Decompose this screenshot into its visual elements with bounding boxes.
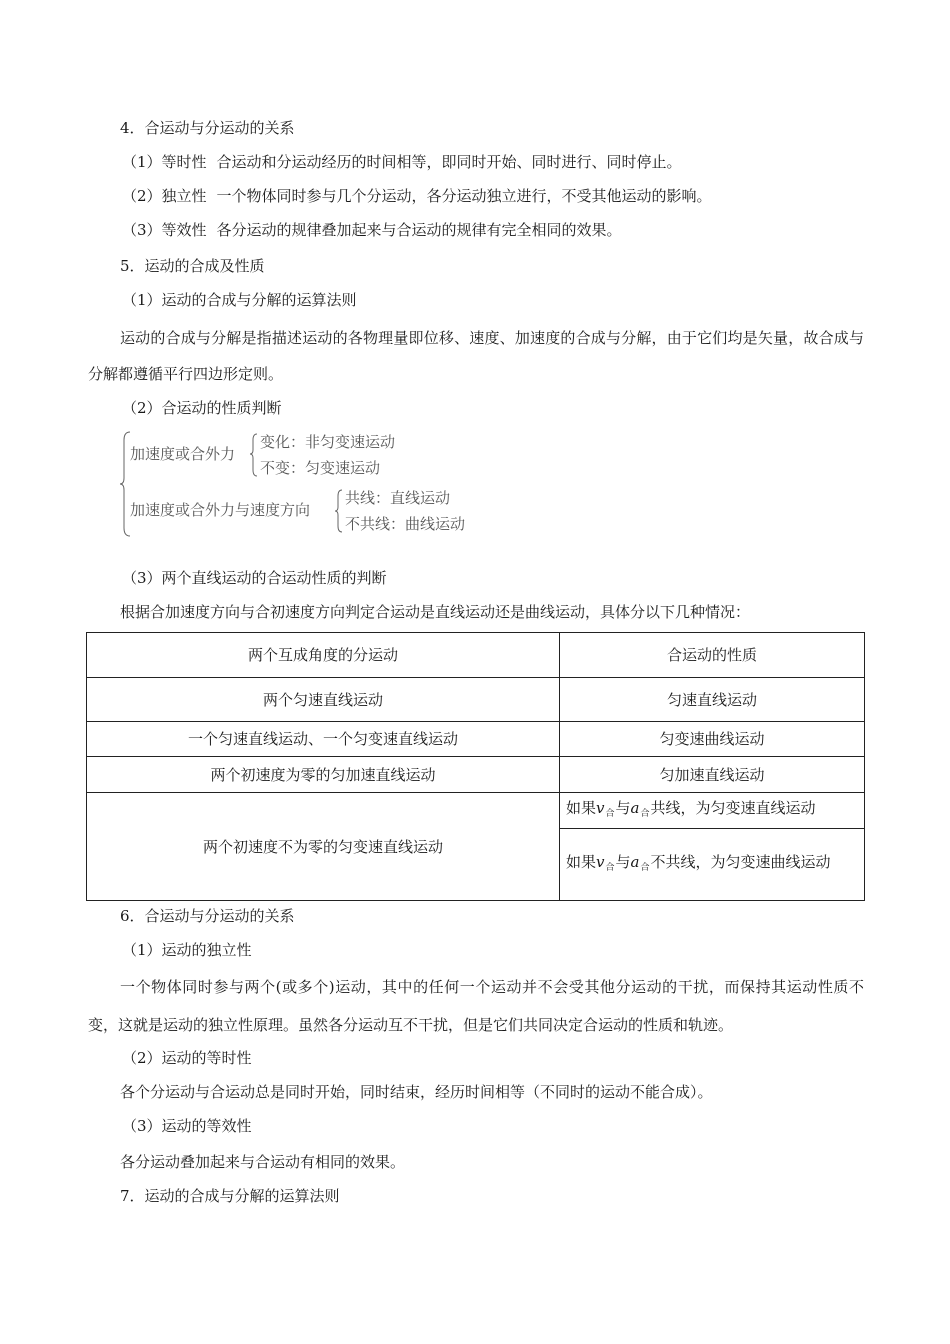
section-5-title: 5．运动的合成及性质	[120, 257, 265, 275]
sec4-item-1	[122, 152, 682, 172]
table-cell: 两个匀速直线运动	[87, 678, 560, 722]
sec4-item-2	[122, 186, 712, 206]
table-row	[87, 793, 865, 829]
inner-brace-2	[335, 490, 342, 532]
sec5-paragraph-1: 运动的合成与分解是指描述运动的各物理量即位移、速度、加速度的合成与分解，由于它们均是矢量，故合成与分解都遵循平行四边形定则。	[88, 329, 864, 383]
table-cell: 两个初速度为零的匀加速直线运动	[87, 757, 560, 793]
motion-table	[86, 632, 865, 901]
diagram-branch-1a: 变化：非匀变速运动	[260, 433, 396, 451]
section-4-title: 4．合运动与分运动的关系	[120, 119, 295, 137]
table-cell: 匀变速曲线运动	[560, 722, 865, 757]
table-cell: 匀速直线运动	[560, 678, 865, 722]
section-7-title: 7．运动的合成与分解的运算法则	[120, 1187, 340, 1205]
sec6-paragraph-1: 一个物体同时参与两个(或多个)运动，其中的任何一个运动并不会受其他分运动的干扰，而保持其运动性质不变，这就是运动的独立性原理。虽然各分运动互不干扰，但是它们共同决定合运动的性质和轨迹。	[88, 978, 864, 1034]
table-row	[87, 757, 865, 793]
sec6-paragraph-2: 各个分运动与合运动总是同时开始，同时结束，经历时间相等（不同时的运动不能合成）。	[120, 1083, 713, 1101]
item-label: （3）等效性	[122, 221, 207, 239]
table-header: 合运动的性质	[560, 633, 865, 678]
sec6-sub1: （1）运动的独立性	[122, 941, 252, 959]
sec5-sub1: （1）运动的合成与分解的运算法则	[122, 291, 357, 309]
outer-brace	[120, 432, 130, 536]
item-label: （1）等时性	[122, 153, 207, 171]
sec5-sub3: （3）两个直线运动的合运动性质的判断	[122, 569, 387, 587]
diagram-branch-1: 加速度或合外力	[130, 445, 236, 463]
item-text: 合运动和分运动经历的时间相等，即同时开始、同时进行、同时停止。	[216, 153, 682, 171]
sec6-paragraph-3: 各分运动叠加起来与合运动有相同的效果。	[120, 1153, 406, 1171]
inner-brace-1	[250, 434, 257, 476]
item-text: 一个物体同时参与几个分运动，各分运动独立进行，不受其他运动的影响。	[216, 187, 712, 205]
sec6-sub3: （3）运动的等效性	[122, 1117, 252, 1135]
motion-property-diagram	[120, 428, 500, 540]
table-header: 两个互成角度的分运动	[87, 633, 560, 678]
table-cell-condition-1: 如果$v_合$与$a_合$共线，为匀变速直线运动	[560, 793, 865, 829]
section-6-title: 6．合运动与分运动的关系	[120, 907, 295, 925]
table-cell: 两个初速度不为零的匀变速直线运动	[87, 793, 560, 901]
diagram-branch-1b: 不变：匀变速运动	[260, 459, 381, 477]
table-row	[87, 678, 865, 722]
table-cell: 一个匀速直线运动、一个匀变速直线运动	[87, 722, 560, 757]
sec6-sub2: （2）运动的等时性	[122, 1049, 252, 1067]
table-cell-condition-2: 如果$v_合$与$a_合$不共线，为匀变速曲线运动	[560, 829, 865, 901]
diagram-branch-2b: 不共线：曲线运动	[345, 515, 466, 533]
table-header-row	[87, 633, 865, 678]
item-label: （2）独立性	[122, 187, 207, 205]
diagram-branch-2: 加速度或合外力与速度方向	[130, 501, 311, 519]
sec5-paragraph-3: 根据合加速度方向与合初速度方向判定合运动是直线运动还是曲线运动，具体分以下几种情况：	[120, 603, 751, 621]
table-cell: 匀加速直线运动	[560, 757, 865, 793]
sec4-item-3	[122, 220, 622, 240]
sec5-sub2: （2）合运动的性质判断	[122, 399, 282, 417]
table-row	[87, 722, 865, 757]
item-text: 各分运动的规律叠加起来与合运动的规律有完全相同的效果。	[216, 221, 622, 239]
diagram-branch-2a: 共线：直线运动	[345, 489, 451, 507]
